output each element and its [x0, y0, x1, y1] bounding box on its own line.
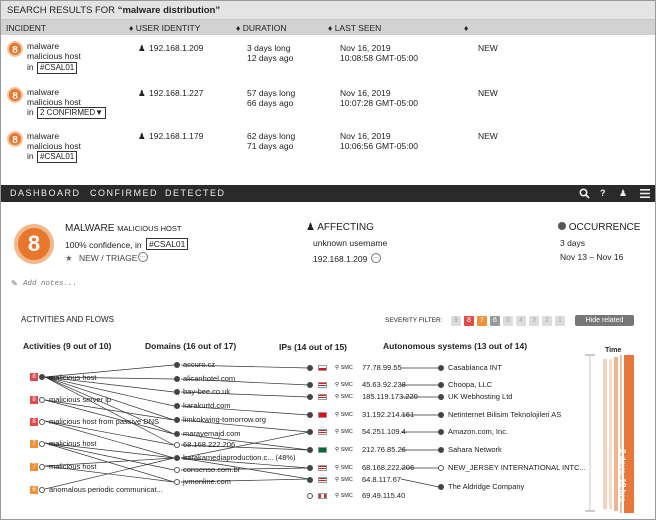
filter-3[interactable]: 3: [529, 316, 539, 326]
severity-badge: 8: [30, 418, 38, 426]
last-seen-time: 10:06:56 GMT-05:00: [340, 141, 418, 151]
help-icon[interactable]: ?: [600, 188, 606, 198]
flag-us-icon: [318, 465, 327, 471]
severity-badge: 8: [7, 87, 23, 103]
ip-node[interactable]: [307, 412, 313, 418]
incident-tag[interactable]: #CSAL01: [37, 151, 77, 163]
time-span-label: 2 days, 18 hrs: [618, 449, 627, 502]
activities-header: Activities (9 out of 10): [23, 341, 112, 351]
smc-label[interactable]: ⚲ SMC: [335, 394, 353, 400]
filter-5[interactable]: 5: [503, 316, 513, 326]
ip-label[interactable]: 31.192.214.161: [362, 410, 415, 419]
col-duration[interactable]: ♦ DURATION: [236, 23, 287, 33]
confidence-text: 100% confidence, in: [65, 240, 142, 250]
domain-node[interactable]: [174, 403, 180, 409]
occurrence-section: [558, 222, 640, 233]
flag-cz-icon: [318, 365, 327, 371]
ip-label[interactable]: 54.251.109.4: [362, 427, 406, 436]
as-label[interactable]: Sahara Network: [448, 445, 502, 454]
add-notes-field[interactable]: Add notes...: [23, 280, 78, 288]
col-status[interactable]: ♦: [464, 23, 469, 33]
status-new: NEW: [478, 43, 498, 53]
occurrence-range: Nov 13 – Nov 16: [560, 252, 624, 262]
smc-label[interactable]: ⚲ SMC: [335, 465, 353, 471]
domain-node[interactable]: [174, 455, 180, 461]
incident-in: in: [27, 107, 34, 117]
user-ip[interactable]: 192.168.1.209: [149, 43, 204, 53]
smc-text: SMC: [340, 447, 353, 453]
as-label[interactable]: UK Webhosting Ltd: [448, 392, 513, 401]
smc-text: SMC: [340, 465, 353, 471]
user-ip[interactable]: 192.168.1.227: [149, 88, 204, 98]
as-node[interactable]: [438, 484, 444, 490]
affecting-label: AFFECTING: [317, 222, 374, 233]
search-icon[interactable]: [579, 188, 590, 199]
ip-label[interactable]: 77.78.99.55: [362, 363, 402, 372]
flag-sa-icon: [318, 447, 327, 453]
incident-type: [65, 223, 181, 234]
col-user-identity[interactable]: ♦ USER IDENTITY: [129, 23, 201, 33]
activity-node[interactable]: [39, 464, 45, 470]
smc-text: SMC: [340, 394, 353, 400]
domain-node[interactable]: [174, 442, 180, 448]
domain-label[interactable]: barakamediaproduction.c... (48%): [183, 453, 296, 462]
ip-node[interactable]: [307, 493, 313, 499]
as-label[interactable]: Amazon.com, Inc.: [448, 427, 509, 436]
as-node[interactable]: [438, 394, 444, 400]
filter-6[interactable]: 6: [490, 316, 500, 326]
last-seen-date: Nov 16, 2019: [340, 131, 391, 141]
hide-related-button[interactable]: Hide related: [575, 315, 634, 326]
severity-badge: 8: [7, 41, 23, 57]
smc-text: SMC: [340, 382, 353, 388]
col-last-seen[interactable]: ♦ LAST SEEN: [328, 23, 382, 33]
filter-1[interactable]: 1: [555, 316, 565, 326]
smc-text: SMC: [340, 477, 353, 483]
results-table-header: [1, 20, 656, 35]
search-query: “malware distribution”: [117, 5, 221, 16]
activity-label[interactable]: malicious host: [49, 462, 97, 471]
as-node[interactable]: [438, 365, 444, 371]
last-seen-date: Nov 16, 2019: [340, 43, 391, 53]
as-node[interactable]: [438, 429, 444, 435]
more-icon[interactable]: ···: [373, 255, 379, 261]
activity-node[interactable]: [39, 374, 45, 380]
as-label[interactable]: Netinternet Bilisim Teknolojileri AS: [448, 410, 562, 419]
incident-tag[interactable]: 2 CONFIRMED▼: [37, 107, 106, 119]
domain-node[interactable]: [174, 417, 180, 423]
domain-node[interactable]: [174, 467, 180, 473]
star-icon[interactable]: ★: [65, 253, 73, 263]
filter-7[interactable]: 7: [477, 316, 487, 326]
ip-label[interactable]: 45.63.92.238: [362, 380, 406, 389]
incident-title[interactable]: malware: [27, 41, 60, 51]
ip-label[interactable]: 64.8.117.67: [362, 475, 402, 484]
filter-9[interactable]: 9: [451, 316, 461, 326]
incident-title[interactable]: malware: [27, 131, 60, 141]
incident-in: in: [27, 62, 34, 72]
smc-label[interactable]: ⚲ SMC: [335, 477, 353, 483]
ip-node[interactable]: [307, 382, 313, 388]
as-node[interactable]: [438, 412, 444, 418]
affecting-ip[interactable]: 192.168.1.209: [313, 254, 368, 264]
occurrence-days: 3 days: [560, 238, 586, 248]
flag-ca-icon: [318, 493, 327, 499]
duration-ago: 66 days ago: [247, 98, 294, 108]
severity-badge: 8: [30, 396, 38, 404]
domain-label[interactable]: limkokwing-tomorrow.org: [183, 415, 266, 424]
domain-label[interactable]: marayemajd.com: [183, 429, 241, 438]
domain-label[interactable]: karakurtd.com: [183, 401, 231, 410]
domain-label[interactable]: accuro.cz: [183, 360, 216, 369]
severity-badge: 8: [7, 131, 23, 147]
nav-dashboard[interactable]: DASHBOARD: [10, 188, 81, 198]
duration-ago: 71 days ago: [247, 141, 294, 151]
smc-label[interactable]: ⚲ SMC: [335, 412, 353, 418]
filter-8[interactable]: 8: [464, 316, 474, 326]
smc-label[interactable]: ⚲ SMC: [335, 429, 353, 435]
filter-4[interactable]: 4: [516, 316, 526, 326]
filter-2[interactable]: 2: [542, 316, 552, 326]
user-icon: ♟: [138, 43, 146, 53]
nav-detected[interactable]: DETECTED: [165, 188, 226, 198]
domain-node[interactable]: [174, 376, 180, 382]
domain-label[interactable]: alicanhotel.com: [183, 374, 236, 383]
flows-title: ACTIVITIES AND FLOWS: [21, 315, 114, 324]
user-icon: ♟: [138, 131, 146, 141]
user-icon[interactable]: ♟: [619, 188, 628, 198]
ip-label[interactable]: 68.168.222.206: [362, 463, 415, 472]
severity-badge-large: 8: [14, 224, 54, 264]
activity-node[interactable]: [39, 419, 45, 425]
search-title-prefix: SEARCH RESULTS FOR: [7, 5, 118, 16]
domains-header: Domains (16 out of 17): [145, 341, 237, 351]
ip-node[interactable]: [307, 447, 313, 453]
smc-text: SMC: [340, 429, 353, 435]
affecting-username: unknown username: [313, 238, 388, 248]
ips-header: IPs (14 out of 15): [279, 342, 348, 352]
occurrence-label: OCCURRENCE: [568, 222, 641, 233]
flag-us-icon: [318, 394, 327, 400]
user-ip[interactable]: 192.168.1.179: [149, 131, 204, 141]
detail-tag[interactable]: #CSAL01: [146, 238, 188, 250]
nav-confirmed[interactable]: CONFIRMED: [90, 188, 158, 198]
domain-node[interactable]: [174, 389, 180, 395]
severity-badge: 7: [30, 440, 38, 448]
smc-text: SMC: [340, 412, 353, 418]
menu-icon[interactable]: [640, 189, 650, 198]
triage-status[interactable]: NEW / TRIAGE: [79, 253, 138, 263]
affecting-section: [306, 222, 374, 233]
duration: 57 days long: [247, 88, 296, 98]
incident-subtitle: malicious host: [27, 51, 81, 61]
incident-in: in: [27, 151, 34, 161]
systems-header: Autonomous systems (13 out of 14): [383, 341, 528, 351]
flag-us-icon: [318, 429, 327, 435]
incident-type-label: MALWARE: [65, 223, 115, 234]
incident-type-sub: MALICIOUS HOST: [117, 224, 182, 233]
activity-node[interactable]: [39, 487, 45, 493]
domain-label[interactable]: jvmonline.com: [183, 477, 231, 486]
flag-us-icon: [318, 382, 327, 388]
status-new: NEW: [478, 88, 498, 98]
incident-subtitle: malicious host: [27, 97, 81, 107]
ip-label[interactable]: 185.119.173.220: [362, 392, 418, 401]
as-label[interactable]: Choopa, LLC: [448, 380, 493, 389]
time-bar[interactable]: [583, 353, 643, 515]
as-label[interactable]: NEW_JERSEY INTERNATIONAL INTC...: [448, 463, 586, 472]
as-label[interactable]: Casablanca INT: [448, 363, 502, 372]
activity-label[interactable]: malicious server ip: [49, 395, 112, 404]
as-label[interactable]: The Aldridge Company: [448, 482, 525, 491]
activity-node[interactable]: [39, 397, 45, 403]
ip-node[interactable]: [307, 429, 313, 435]
ip-node[interactable]: [307, 477, 313, 483]
smc-label[interactable]: ⚲ SMC: [335, 493, 353, 499]
user-icon: ♟: [138, 88, 146, 98]
activity-label[interactable]: malicious host: [49, 373, 97, 382]
ip-node[interactable]: [307, 365, 313, 371]
severity-badge: 8: [30, 373, 38, 381]
severity-badge: 6: [30, 486, 38, 494]
flow-graph-lines: [1, 356, 656, 506]
smc-label[interactable]: ⚲ SMC: [335, 382, 353, 388]
incident-tag[interactable]: #CSAL01: [37, 62, 77, 74]
activity-label[interactable]: malicious host from passive DNS: [49, 417, 160, 426]
domain-node[interactable]: [174, 431, 180, 437]
domain-node[interactable]: [174, 479, 180, 485]
domain-label[interactable]: consenso.com.br: [183, 465, 241, 474]
incident-subtitle: malicious host: [27, 141, 81, 151]
activity-node[interactable]: [39, 441, 45, 447]
pencil-icon: ✎: [11, 279, 18, 288]
last-seen-time: 10:07:28 GMT-05:00: [340, 98, 418, 108]
search-results-title: [1, 1, 656, 20]
duration-ago: 12 days ago: [247, 53, 294, 63]
smc-text: SMC: [340, 365, 353, 371]
flag-tr-icon: [318, 412, 327, 418]
incident-title[interactable]: malware: [27, 87, 60, 97]
smc-label[interactable]: ⚲ SMC: [335, 447, 353, 453]
last-seen-time: 10:08:58 GMT-05:00: [340, 53, 418, 63]
flag-us-icon: [318, 477, 327, 483]
clock-icon: [558, 222, 566, 230]
more-icon[interactable]: ···: [140, 254, 146, 260]
last-seen-date: Nov 16, 2019: [340, 88, 391, 98]
smc-label[interactable]: ⚲ SMC: [335, 365, 353, 371]
activity-label[interactable]: anomalous periodic communicat...: [49, 485, 163, 494]
col-incident[interactable]: INCIDENT: [6, 23, 47, 33]
ip-label[interactable]: 212.76.85.26: [362, 445, 406, 454]
severity-badge: 7: [30, 463, 38, 471]
smc-text: SMC: [340, 493, 353, 499]
duration: 3 days long: [247, 43, 291, 53]
top-nav-bar: [1, 185, 656, 202]
time-label: Time: [605, 347, 622, 354]
ip-node[interactable]: [307, 465, 313, 471]
ip-label[interactable]: 69.49.115.40: [362, 491, 406, 500]
as-node[interactable]: [438, 382, 444, 388]
ip-node[interactable]: [307, 394, 313, 400]
domain-label[interactable]: bay-bee.co.uk: [183, 387, 231, 396]
as-node[interactable]: [438, 447, 444, 453]
activity-label[interactable]: malicious host: [49, 439, 97, 448]
domain-node[interactable]: [174, 362, 180, 368]
domain-label[interactable]: 68.168.222.206: [183, 440, 236, 449]
severity-filter-label: SEVERITY FILTER:: [385, 317, 443, 324]
duration: 62 days long: [247, 131, 296, 141]
as-node[interactable]: [438, 465, 444, 471]
status-new: NEW: [478, 131, 498, 141]
user-icon: ♟: [306, 222, 315, 233]
